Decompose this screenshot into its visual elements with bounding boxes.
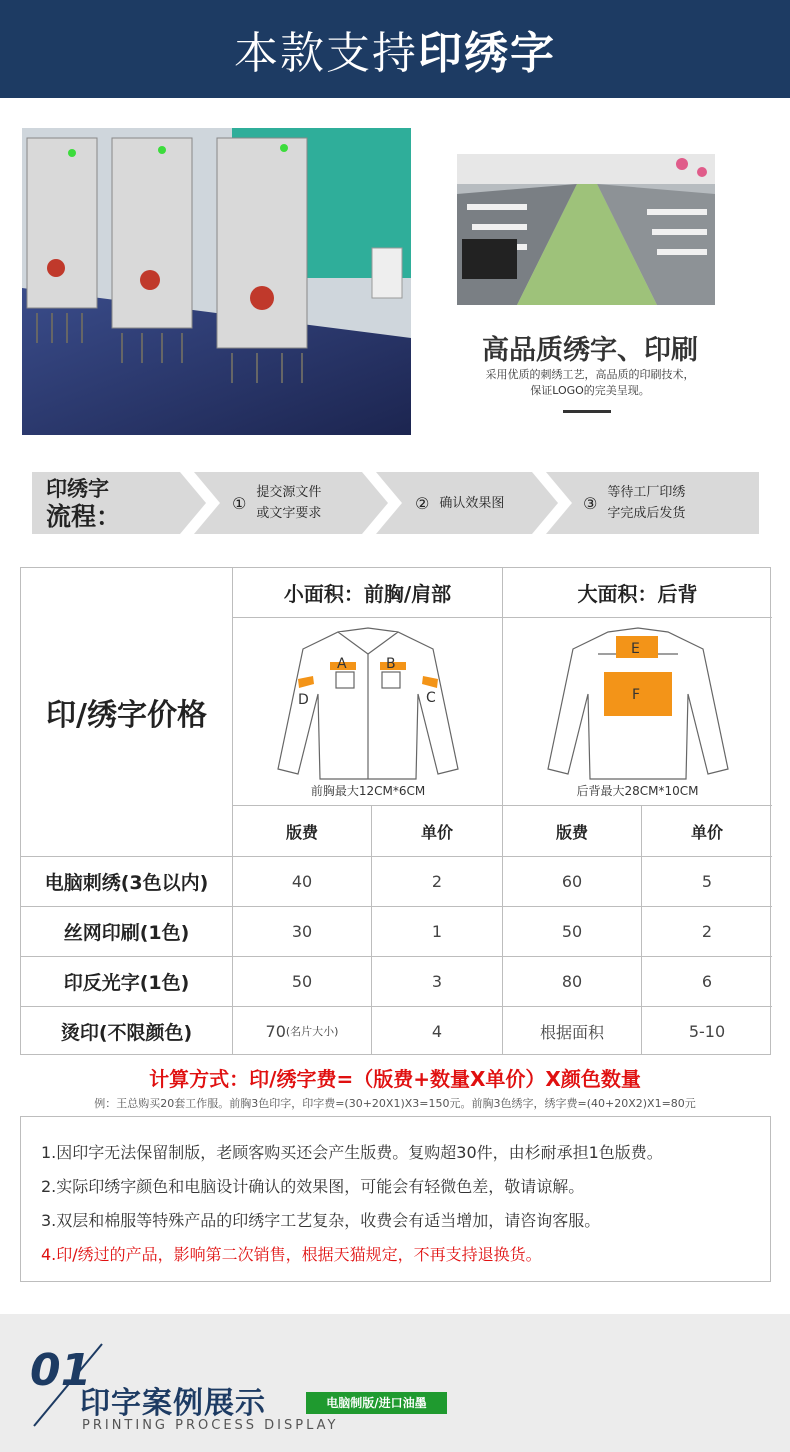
table-cell: 4 [372,1007,503,1055]
price-formula: 计算方式：印/绣字费=（版费+数量X单价）X颜色数量 [149,1067,641,1091]
row-label: 烫印(不限颜色) [21,1007,233,1055]
process-step-3 [583,480,685,526]
section-title: 印字案例展示 [80,1386,266,1421]
notes-box [20,1116,771,1282]
table-cell: 50 [233,957,372,1007]
note-2: 2.实际印绣字颜色和电脑设计确认的效果图，可能会有轻微色差，敬请谅解。 [41,1177,585,1196]
table-cell-note: (名片大小) [285,1025,339,1038]
table-cell: 3 [372,957,503,1007]
price-table [20,567,771,1055]
table-cell: 根据面积 [503,1007,642,1055]
col-unit-price-small: 单价 [372,806,503,857]
front-shirt-diagram [268,624,468,784]
process-title-line1: 印绣字 [46,477,109,501]
factory-photo [457,154,715,305]
back-shirt-cell [503,618,772,806]
price-example: 例：王总购买20套工作服。前胸3色印字，印字费=(30+20X1)X3=150元。前胸3色绣字，绣字费=(40+20X2)X1=80元 [94,1097,696,1110]
front-caption: 前胸最大12CM*6CM [310,784,426,798]
table-cell: 2 [642,907,772,957]
label-e: E [631,641,640,657]
title-light: 本款支持 [234,28,418,79]
row-label: 丝网印刷(1色) [21,907,233,957]
col-plate-fee-small: 版费 [233,806,372,857]
back-shirt-diagram [538,624,738,784]
step-text-line2: 或文字要求 [256,506,322,521]
table-cell: 5-10 [688,1021,726,1041]
section-badge: 电脑制版/进口油墨 [306,1392,447,1414]
chevron-right-icon [180,472,220,534]
table-cell [233,1007,372,1055]
small-area-header: 小面积：前胸/肩部 [233,568,503,618]
step-number: ③ [583,493,598,513]
table-cell: 40 [233,857,372,907]
back-caption: 后背最大28CM*10CM [576,784,699,798]
table-cell: 1 [372,907,503,957]
quality-desc-line1: 采用优质的刺绣工艺，高品质的印刷技术， [485,368,695,381]
col-plate-fee-large: 版费 [503,806,642,857]
divider [563,410,611,413]
chevron-right-icon [532,472,572,534]
label-c: C [426,690,436,706]
row-label: 电脑刺绣(3色以内) [21,857,233,907]
step-number: ① [232,493,247,513]
table-cell: 60 [503,857,642,907]
label-a: A [337,656,347,672]
note-4: 4.印/绣过的产品，影响第二次销售，根据天猫规定，不再支持退换货。 [41,1245,542,1264]
section-number: 01 [30,1345,92,1396]
process-step-1 [232,480,321,526]
note-3: 3.双层和棉服等特殊产品的印绣字工艺复杂，收费会有适当增加，请咨询客服。 [41,1211,601,1230]
quality-title: 高品质绣字、印刷 [482,335,698,366]
step-number: ② [415,493,430,513]
col-unit-price-large: 单价 [642,806,772,857]
step-text-line1: 等待工厂印绣 [607,485,686,500]
table-cell: 6 [642,957,772,1007]
quality-description [440,367,740,399]
large-area-header: 大面积：后背 [503,568,772,618]
note-1: 1.因印字无法保留制版，老顾客购买还会产生版费。复购超30件，由杉耐承担1色版费。 [41,1143,663,1162]
title-bold: 印绣字 [418,28,556,79]
front-shirt-cell [233,618,503,806]
process-title-line2: 流程： [46,502,122,531]
table-cell: 50 [503,907,642,957]
process-step-2 [415,480,504,526]
section-subtitle: PRINTING PROCESS DISPLAY [82,1418,339,1433]
page-title [0,0,790,98]
table-cell-value: 70 [265,1021,286,1041]
table-cell: 30 [233,907,372,957]
table-cell: 2 [372,857,503,907]
step-text-line1: 提交源文件 [256,485,322,500]
process-title [46,475,121,531]
quality-desc-line2: 保证LOGO的完美呈现。 [530,384,650,397]
row-label: 印反光字(1色) [21,957,233,1007]
step-text-line2: 字完成后发货 [607,506,686,521]
embroidery-machine-photo [22,128,411,435]
label-f: F [632,687,641,703]
step-text-line1: 确认效果图 [439,495,505,511]
label-d: D [298,692,309,708]
label-b: B [386,656,396,672]
price-table-title: 印/绣字价格 [21,568,233,857]
table-cell: 80 [503,957,642,1007]
chevron-right-icon [362,472,402,534]
table-cell: 5 [642,857,772,907]
